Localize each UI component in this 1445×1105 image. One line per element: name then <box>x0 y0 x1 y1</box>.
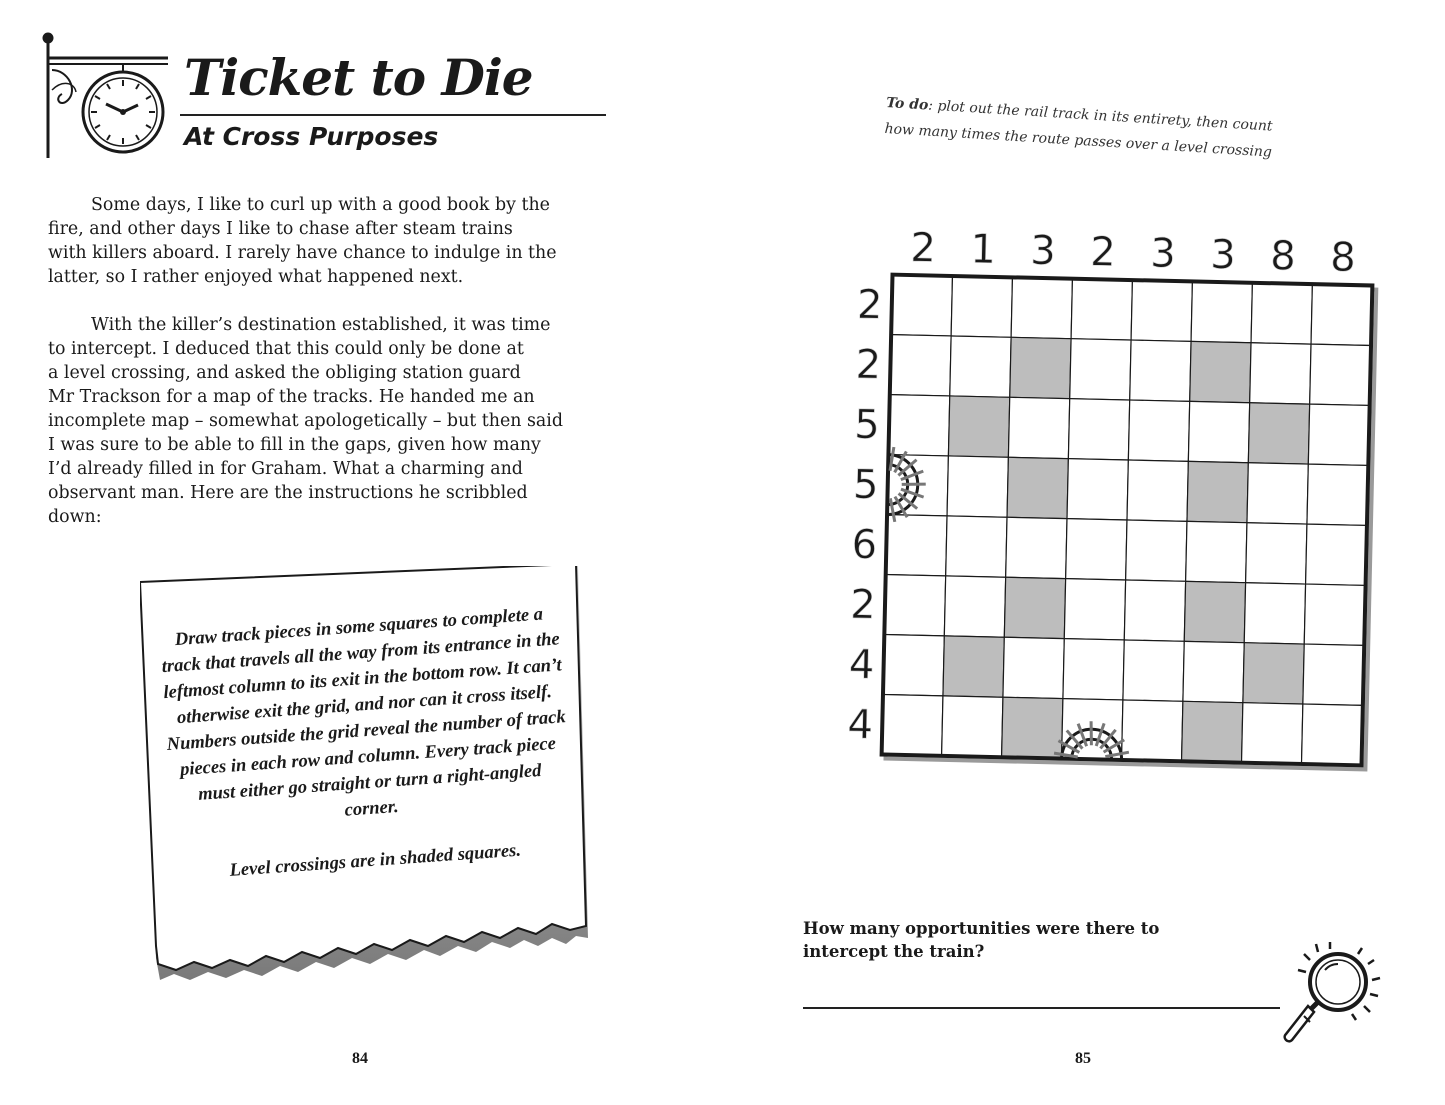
grid-cell[interactable] <box>1250 343 1311 404</box>
story-paragraph: With the killer’s destination established, it was time to intercept. I deduced that this could only be done at a level crossing, and asked the obliging station guard Mr Trackson for a map of the tracks. He handed me an incomplete map – somewhat apologetically – but then said I was sure to be able to fill in the gaps, given how many I’d already filled in for Graham. What a charming and observant man. Here are the instructions he scribbled down: <box>48 315 563 527</box>
grid-cell[interactable] <box>1127 460 1188 521</box>
row-clue: 2 <box>856 281 884 329</box>
story-text <box>48 193 658 553</box>
grid-cell[interactable] <box>1128 400 1189 461</box>
hanging-clock-sign-icon <box>38 30 178 160</box>
grid-cell[interactable] <box>1123 640 1184 701</box>
grid-cell[interactable] <box>1124 580 1185 641</box>
column-clue: 8 <box>1269 233 1297 280</box>
grid-cell[interactable] <box>1068 399 1129 460</box>
right-page <box>722 0 1445 1105</box>
level-crossing-cell[interactable] <box>1248 403 1309 464</box>
grid-cell[interactable] <box>1242 703 1303 764</box>
grid-cell[interactable] <box>942 696 1003 757</box>
level-crossing-cell[interactable] <box>1243 643 1304 704</box>
grid-cell[interactable] <box>1308 404 1369 465</box>
grid-cell[interactable] <box>1302 704 1363 765</box>
grid-cell[interactable] <box>1191 281 1252 342</box>
question-text: How many opportunities were there to intercept the train? <box>803 919 1160 961</box>
instruction-text <box>159 600 578 913</box>
column-clue: 3 <box>1209 231 1237 279</box>
grid-cell[interactable] <box>883 635 944 696</box>
page-number: 84 <box>352 1050 368 1067</box>
level-crossing-cell[interactable] <box>1190 341 1251 402</box>
row-clue: 6 <box>851 521 878 569</box>
grid-cell[interactable] <box>1130 340 1191 401</box>
grid-cell[interactable] <box>1122 700 1183 761</box>
todo-text: : plot out the rail track in its entirety, then count how many times the route passes over a level crossing <box>884 97 1273 161</box>
grid-cell[interactable] <box>890 335 951 396</box>
grid-cell[interactable] <box>888 395 949 456</box>
grid-cell[interactable] <box>1003 637 1064 698</box>
level-crossing-cell[interactable] <box>1007 457 1068 518</box>
level-crossing-cell[interactable] <box>1184 581 1245 642</box>
grid-cell[interactable] <box>1131 280 1192 341</box>
grid-cell[interactable] <box>1064 579 1125 640</box>
grid-cell[interactable] <box>1066 519 1127 580</box>
grid-cell[interactable] <box>1306 524 1367 585</box>
grid-cell[interactable] <box>1310 344 1371 405</box>
row-clue: 5 <box>852 461 879 509</box>
column-clue: 1 <box>969 226 997 273</box>
magnifying-glass-icon <box>1270 940 1390 1050</box>
grid-cell[interactable] <box>950 336 1011 397</box>
title-divider <box>180 114 606 116</box>
grid-cell[interactable] <box>1246 523 1307 584</box>
grid-cell[interactable] <box>1251 283 1312 344</box>
level-crossing-cell[interactable] <box>1004 577 1065 638</box>
level-crossing-cell[interactable] <box>1010 337 1071 398</box>
crossing-note: Level crossings are in shaded squares. <box>228 840 522 881</box>
page-subtitle: At Cross Purposes <box>184 122 439 151</box>
grid-cell[interactable] <box>1303 644 1364 705</box>
grid-cell[interactable] <box>947 456 1008 517</box>
row-clue: 2 <box>849 581 877 629</box>
grid-cell[interactable] <box>1070 339 1131 400</box>
grid-cell[interactable] <box>1304 584 1365 645</box>
page-number: 85 <box>1075 1050 1091 1067</box>
column-clue: 8 <box>1329 234 1357 282</box>
row-clue: 2 <box>855 341 882 389</box>
grid-cell[interactable] <box>1063 639 1124 700</box>
story-paragraph: Some days, I like to curl up with a good book by the fire, and other days I like to chase after steam trains with killers aboard. I rarely have chance to indulge in the latter, so I rather enjoyed what happened next. <box>48 195 557 287</box>
grid-cell[interactable] <box>1126 520 1187 581</box>
grid-cell[interactable] <box>884 575 945 636</box>
instruction-paragraph: Draw track pieces in some squares to complete a track that travels all the way from its entrance in the leftmost column to its exit in the bottom row. It can’t otherwise exit the grid, and nor can it cross itself. Numbers outside the grid reveal the number of track pieces in each row and column. Every track piece must either go straight or turn a right-angled corner. <box>161 604 567 821</box>
level-crossing-cell[interactable] <box>1187 461 1248 522</box>
torn-instruction-note <box>140 566 600 986</box>
grid-cell[interactable] <box>1183 641 1244 702</box>
column-clue: 3 <box>1149 230 1177 278</box>
grid-cell[interactable] <box>1006 517 1067 578</box>
column-clue: 2 <box>909 225 937 272</box>
column-clue: 2 <box>1089 229 1117 276</box>
level-crossing-cell[interactable] <box>1002 697 1063 758</box>
grid-cell[interactable] <box>1188 401 1249 462</box>
grid-cell[interactable] <box>1311 284 1372 345</box>
column-clue: 3 <box>1029 227 1057 275</box>
left-page <box>0 0 722 1105</box>
grid-group[interactable] <box>847 224 1378 770</box>
todo-note <box>884 90 1306 168</box>
track-puzzle-grid[interactable] <box>807 210 1387 800</box>
row-clue: 5 <box>853 401 881 449</box>
grid-cell[interactable] <box>951 276 1012 337</box>
grid-cell[interactable] <box>891 275 952 336</box>
row-clue: 4 <box>848 641 875 689</box>
level-crossing-cell[interactable] <box>948 396 1009 457</box>
page-title: Ticket to Die <box>184 48 533 107</box>
grid-cell[interactable] <box>944 576 1005 637</box>
grid-cell[interactable] <box>1008 397 1069 458</box>
grid-cell[interactable] <box>1071 279 1132 340</box>
grid-cell[interactable] <box>882 695 943 756</box>
row-clue: 4 <box>847 701 874 749</box>
todo-label: To do <box>885 94 929 114</box>
grid-cell[interactable] <box>1244 583 1305 644</box>
grid-cell[interactable] <box>1011 277 1072 338</box>
answer-line[interactable] <box>803 1007 1280 1009</box>
grid-cell[interactable] <box>1247 463 1308 524</box>
grid-cell[interactable] <box>1186 521 1247 582</box>
level-crossing-cell[interactable] <box>943 636 1004 697</box>
grid-cell[interactable] <box>886 515 947 576</box>
grid-cell[interactable] <box>946 516 1007 577</box>
grid-cell[interactable] <box>1067 459 1128 520</box>
level-crossing-cell[interactable] <box>1182 701 1243 762</box>
grid-cell[interactable] <box>1307 464 1368 525</box>
